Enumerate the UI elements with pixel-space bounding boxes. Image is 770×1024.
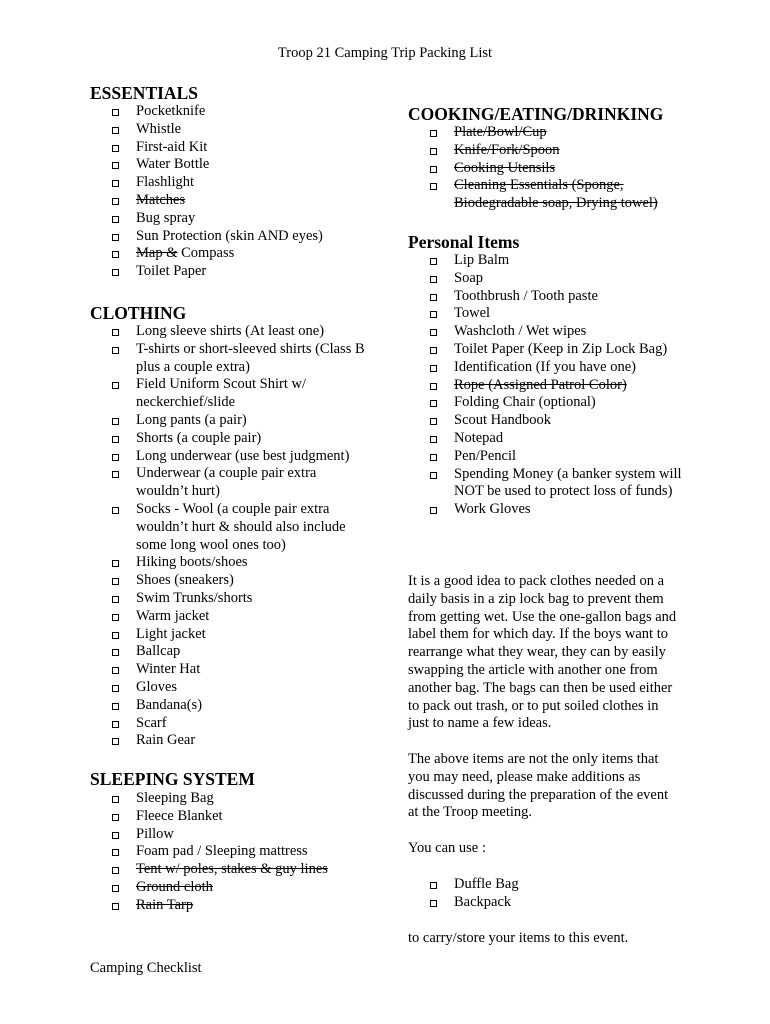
list-item[interactable]: Backpack bbox=[430, 894, 705, 912]
checkbox-icon[interactable] bbox=[112, 703, 119, 710]
list-item[interactable]: Fleece Blanket bbox=[112, 808, 372, 826]
list-item[interactable]: Long underwear (use best judgment) bbox=[112, 448, 372, 466]
checkbox-icon[interactable] bbox=[430, 400, 437, 407]
checkbox-icon[interactable] bbox=[112, 269, 119, 276]
list-item[interactable]: Bug spray bbox=[112, 210, 372, 228]
checkbox-icon[interactable] bbox=[430, 882, 437, 889]
list-item-struck[interactable]: Tent w/ poles, stakes & guy lines bbox=[112, 861, 372, 879]
list-item[interactable]: Light jacket bbox=[112, 626, 372, 644]
checkbox-icon[interactable] bbox=[112, 109, 119, 116]
checkbox-icon[interactable] bbox=[430, 258, 437, 265]
checkbox-icon[interactable] bbox=[112, 251, 119, 258]
list-item[interactable]: Bandana(s) bbox=[112, 697, 372, 715]
list-item-struck[interactable]: Plate/Bowl/Cup bbox=[430, 124, 705, 142]
personal-list bbox=[430, 252, 705, 519]
list-item[interactable]: Toilet Paper (Keep in Zip Lock Bag) bbox=[430, 341, 705, 359]
cooking-heading: COOKING/EATING/DRINKING bbox=[408, 104, 664, 124]
checkbox-icon[interactable] bbox=[430, 148, 437, 155]
list-item-struck[interactable]: Cooking Utensils bbox=[430, 160, 705, 178]
list-item-struck[interactable]: Cleaning Essentials (Sponge, Biodegradable soap, Drying towel) bbox=[430, 177, 705, 213]
checkbox-icon[interactable] bbox=[112, 596, 119, 603]
essentials-heading: ESSENTIALS bbox=[90, 83, 198, 103]
checkbox-icon[interactable] bbox=[112, 145, 119, 152]
checkbox-icon[interactable] bbox=[112, 454, 119, 461]
sleeping-heading: SLEEPING SYSTEM bbox=[90, 769, 255, 789]
list-item-struck[interactable]: Rain Tarp bbox=[112, 897, 372, 915]
checkbox-icon[interactable] bbox=[112, 685, 119, 692]
checkbox-icon[interactable] bbox=[112, 885, 119, 892]
checkbox-icon[interactable] bbox=[430, 294, 437, 301]
checkbox-icon[interactable] bbox=[112, 667, 119, 674]
sleeping-list bbox=[112, 790, 372, 915]
checkbox-icon[interactable] bbox=[430, 900, 437, 907]
additions-paragraph: The above items are not the only items that you may need, please make additions as discussed during the preparation of the event at the Troop meeting. bbox=[408, 751, 669, 821]
list-item[interactable]: Spending Money (a banker system will NOT be used to protect loss of funds) bbox=[430, 466, 705, 502]
list-item[interactable]: Work Gloves bbox=[430, 501, 705, 519]
clothing-heading: CLOTHING bbox=[90, 303, 187, 323]
list-item[interactable]: First-aid Kit bbox=[112, 139, 372, 157]
bags-list bbox=[430, 876, 705, 912]
list-item-struck[interactable]: Matches bbox=[112, 192, 372, 210]
list-item-struck[interactable]: Knife/Fork/Spoon bbox=[430, 142, 705, 160]
list-item[interactable]: Map & Compass bbox=[112, 245, 372, 263]
checkbox-icon[interactable] bbox=[112, 649, 119, 656]
checkbox-icon[interactable] bbox=[430, 365, 437, 372]
checkbox-icon[interactable] bbox=[112, 849, 119, 856]
checkbox-icon[interactable] bbox=[112, 738, 119, 745]
list-item[interactable]: Flashlight bbox=[112, 174, 372, 192]
checkbox-icon[interactable] bbox=[430, 347, 437, 354]
list-item[interactable]: Washcloth / Wet wipes bbox=[430, 323, 705, 341]
checkbox-icon[interactable] bbox=[112, 216, 119, 223]
checkbox-icon[interactable] bbox=[112, 814, 119, 821]
you-can-use-text: You can use : bbox=[408, 840, 486, 856]
list-item[interactable]: Duffle Bag bbox=[430, 876, 705, 894]
list-item[interactable]: Lip Balm bbox=[430, 252, 705, 270]
list-item[interactable]: Water Bottle bbox=[112, 156, 372, 174]
checkbox-icon[interactable] bbox=[112, 632, 119, 639]
essentials-list bbox=[112, 103, 372, 281]
struck-text: Map & bbox=[136, 245, 178, 262]
clothing-list bbox=[112, 323, 372, 750]
list-item[interactable]: Whistle bbox=[112, 121, 372, 139]
list-item[interactable]: Socks - Wool (a couple pair extra wouldn’t hurt & should also include some long wool ones too) bbox=[112, 501, 372, 554]
cooking-list bbox=[430, 124, 705, 213]
checkbox-icon[interactable] bbox=[430, 436, 437, 443]
checkbox-icon[interactable] bbox=[112, 614, 119, 621]
list-item[interactable]: Soap bbox=[430, 270, 705, 288]
list-item[interactable]: Long sleeve shirts (At least one) bbox=[112, 323, 372, 341]
checkbox-icon[interactable] bbox=[112, 180, 119, 187]
list-item[interactable]: Underwear (a couple pair extra wouldn’t hurt) bbox=[112, 465, 372, 501]
list-item[interactable]: Warm jacket bbox=[112, 608, 372, 626]
list-item[interactable]: Towel bbox=[430, 305, 705, 323]
checkbox-icon[interactable] bbox=[112, 418, 119, 425]
checkbox-icon[interactable] bbox=[430, 472, 437, 479]
checkbox-icon[interactable] bbox=[112, 127, 119, 134]
checkbox-icon[interactable] bbox=[112, 560, 119, 567]
checkbox-icon[interactable] bbox=[430, 383, 437, 390]
list-item[interactable]: Rain Gear bbox=[112, 732, 372, 750]
list-item[interactable]: Shorts (a couple pair) bbox=[112, 430, 372, 448]
list-item[interactable]: Hiking boots/shoes bbox=[112, 554, 372, 572]
checkbox-icon[interactable] bbox=[112, 578, 119, 585]
checkbox-icon[interactable] bbox=[430, 166, 437, 173]
checkbox-icon[interactable] bbox=[112, 507, 119, 514]
list-item[interactable]: Pen/Pencil bbox=[430, 448, 705, 466]
checkbox-icon[interactable] bbox=[430, 418, 437, 425]
checkbox-icon[interactable] bbox=[112, 198, 119, 205]
checkbox-icon[interactable] bbox=[112, 436, 119, 443]
list-item[interactable]: Identification (If you have one) bbox=[430, 359, 705, 377]
checkbox-icon[interactable] bbox=[112, 832, 119, 839]
checkbox-icon[interactable] bbox=[112, 382, 119, 389]
checkbox-icon[interactable] bbox=[430, 507, 437, 514]
list-item[interactable]: T-shirts or short-sleeved shirts (Class B plus a couple extra) bbox=[112, 341, 372, 377]
list-item[interactable]: Pocketknife bbox=[112, 103, 372, 121]
checkbox-icon[interactable] bbox=[430, 454, 437, 461]
list-item[interactable]: Gloves bbox=[112, 679, 372, 697]
carry-items-text: to carry/store your items to this event. bbox=[408, 930, 629, 946]
list-item-struck[interactable]: Ground cloth bbox=[112, 879, 372, 897]
checkbox-icon[interactable] bbox=[430, 276, 437, 283]
list-item[interactable]: Scout Handbook bbox=[430, 412, 705, 430]
page-title: Troop 21 Camping Trip Packing List bbox=[277, 45, 493, 61]
list-item[interactable]: Toilet Paper bbox=[112, 263, 372, 281]
checkbox-icon[interactable] bbox=[430, 130, 437, 137]
list-item[interactable]: Sun Protection (skin AND eyes) bbox=[112, 228, 372, 246]
list-item[interactable]: Toothbrush / Tooth paste bbox=[430, 288, 705, 306]
personal-heading: Personal Items bbox=[408, 232, 520, 252]
list-item[interactable]: Notepad bbox=[430, 430, 705, 448]
checkbox-icon[interactable] bbox=[112, 162, 119, 169]
checkbox-icon[interactable] bbox=[112, 471, 119, 478]
checkbox-icon[interactable] bbox=[112, 903, 119, 910]
checkbox-icon[interactable] bbox=[112, 234, 119, 241]
list-item[interactable]: Scarf bbox=[112, 715, 372, 733]
list-item[interactable]: Swim Trunks/shorts bbox=[112, 590, 372, 608]
list-item[interactable]: Long pants (a pair) bbox=[112, 412, 372, 430]
checkbox-icon[interactable] bbox=[430, 329, 437, 336]
list-item[interactable]: Shoes (sneakers) bbox=[112, 572, 372, 590]
list-item[interactable]: Sleeping Bag bbox=[112, 790, 372, 808]
list-item[interactable]: Field Uniform Scout Shirt w/ neckerchief/slide bbox=[112, 376, 372, 412]
packing-tip-paragraph: It is a good idea to pack clothes needed on a daily basis in a zip lock bag to prevent them from getting wet. Use the one-gallon bags and label them for which day. If the boys want to rearrange what they wear, they can by easily swapping the article with another one from another bag. The bags can then be used either to pack out trash, or to put soiled clothes in just to name a few ideas. bbox=[408, 573, 677, 732]
checkbox-icon[interactable] bbox=[112, 796, 119, 803]
list-item[interactable]: Folding Chair (optional) bbox=[430, 394, 705, 412]
checkbox-icon[interactable] bbox=[430, 311, 437, 318]
checkbox-icon[interactable] bbox=[112, 347, 119, 354]
list-item[interactable]: Ballcap bbox=[112, 643, 372, 661]
checkbox-icon[interactable] bbox=[112, 721, 119, 728]
checkbox-icon[interactable] bbox=[112, 867, 119, 874]
list-item[interactable]: Pillow bbox=[112, 826, 372, 844]
checkbox-icon[interactable] bbox=[430, 183, 437, 190]
page-footer: Camping Checklist bbox=[90, 960, 202, 976]
checkbox-icon[interactable] bbox=[112, 329, 119, 336]
list-item[interactable]: Foam pad / Sleeping mattress bbox=[112, 843, 372, 861]
list-item[interactable]: Winter Hat bbox=[112, 661, 372, 679]
list-item-struck[interactable]: Rope (Assigned Patrol Color) bbox=[430, 377, 705, 395]
